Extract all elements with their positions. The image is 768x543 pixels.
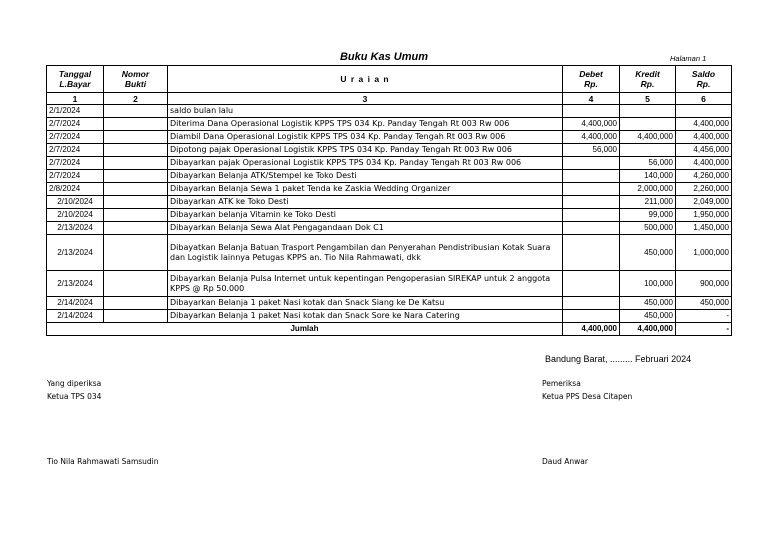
total-row xyxy=(47,323,732,336)
total-debet: 4,400,000 xyxy=(563,323,620,336)
table-row xyxy=(47,144,732,157)
row-date: 2/7/2024 xyxy=(47,131,104,144)
table-row xyxy=(47,131,732,144)
row-uraian: Dibayarkan ATK ke Toko Desti xyxy=(168,196,563,209)
row-saldo: 4,456,000 xyxy=(676,144,732,157)
row-nomor-bukti xyxy=(104,183,168,196)
row-date: 2/10/2024 xyxy=(47,196,104,209)
table-row xyxy=(47,183,732,196)
table-row xyxy=(47,310,732,323)
row-kredit xyxy=(620,105,676,118)
row-date: 2/1/2024 xyxy=(47,105,104,118)
row-saldo: 4,400,000 xyxy=(676,131,732,144)
signature-left-title: Ketua TPS 034 xyxy=(47,392,102,401)
row-kredit: 211,000 xyxy=(620,196,676,209)
header-saldo: Saldo Rp. xyxy=(676,66,732,93)
table-row xyxy=(47,157,732,170)
table-header xyxy=(47,66,732,105)
row-nomor-bukti xyxy=(104,297,168,310)
row-saldo: 4,400,000 xyxy=(676,157,732,170)
row-nomor-bukti xyxy=(104,131,168,144)
signature-right-role: Pemeriksa xyxy=(542,379,581,388)
table-row xyxy=(47,222,732,235)
row-date: 2/8/2024 xyxy=(47,183,104,196)
row-saldo: 1,000,000 xyxy=(676,235,732,271)
column-number: 5 xyxy=(620,93,676,105)
row-date: 2/14/2024 xyxy=(47,297,104,310)
row-uraian: saldo bulan lalu xyxy=(168,105,563,118)
row-uraian: Diambil Dana Operasional Logistik KPPS TPS 034 Kp. Panday Tengah Rt 003 Rw 006 xyxy=(168,131,563,144)
row-uraian: Diterima Dana Operasional Logistik KPPS TPS 034 Kp. Panday Tengah Rt 003 Rw 006 xyxy=(168,118,563,131)
row-saldo: - xyxy=(676,310,732,323)
row-nomor-bukti xyxy=(104,310,168,323)
row-kredit: 56,000 xyxy=(620,157,676,170)
row-date: 2/13/2024 xyxy=(47,271,104,297)
header-uraian: U r a i a n xyxy=(168,66,563,93)
row-kredit: 450,000 xyxy=(620,297,676,310)
signature-right-title: Ketua PPS Desa Citapen xyxy=(542,392,633,401)
row-nomor-bukti xyxy=(104,196,168,209)
document-title: Buku Kas Umum xyxy=(339,51,429,63)
row-saldo: 1,950,000 xyxy=(676,209,732,222)
signature-left-role: Yang diperiksa xyxy=(47,379,102,388)
column-number: 6 xyxy=(676,93,732,105)
table-row xyxy=(47,118,732,131)
row-nomor-bukti xyxy=(104,144,168,157)
row-debet xyxy=(563,157,620,170)
row-date: 2/10/2024 xyxy=(47,209,104,222)
row-debet xyxy=(563,105,620,118)
row-uraian: Dibayarkan Belanja Sewa Alat Pengagandaan Dok C1 xyxy=(168,222,563,235)
row-date: 2/14/2024 xyxy=(47,310,104,323)
row-kredit: 140,000 xyxy=(620,170,676,183)
row-kredit: 500,000 xyxy=(620,222,676,235)
row-date: 2/13/2024 xyxy=(47,222,104,235)
header-tanggal: Tanggal L.Bayar xyxy=(47,66,104,93)
row-date: 2/7/2024 xyxy=(47,157,104,170)
row-uraian: Dibayatkan Belanja Batuan Trasport Pengambilan dan Penyerahan Pendistribusian Kotak Suara dan Logistik lainnya Petugas KPPS an. Tio Nila Rahmawati, dkk xyxy=(168,235,563,271)
row-saldo: 2,049,000 xyxy=(676,196,732,209)
column-number: 2 xyxy=(104,93,168,105)
column-number: 4 xyxy=(563,93,620,105)
column-number: 1 xyxy=(47,93,104,105)
row-debet xyxy=(563,209,620,222)
cash-book-table xyxy=(46,65,732,336)
total-label: Jumlah xyxy=(47,323,563,336)
row-debet: 4,400,000 xyxy=(563,118,620,131)
signature-right-name: Daud Anwar xyxy=(542,457,588,466)
row-debet xyxy=(563,183,620,196)
row-saldo: 2,260,000 xyxy=(676,183,732,196)
row-debet xyxy=(563,170,620,183)
row-saldo xyxy=(676,105,732,118)
row-kredit xyxy=(620,144,676,157)
table-row xyxy=(47,196,732,209)
table-row xyxy=(47,170,732,183)
row-uraian: Dibayarkan belanja Vitamin ke Toko Desti xyxy=(168,209,563,222)
row-saldo: 4,400,000 xyxy=(676,118,732,131)
row-debet xyxy=(563,271,620,297)
row-kredit: 99,000 xyxy=(620,209,676,222)
table-row xyxy=(47,271,732,297)
row-uraian: Dibayarkan Belanja 1 paket Nasi kotak dan Snack Sore ke Nara Catering xyxy=(168,310,563,323)
row-saldo: 1,450,000 xyxy=(676,222,732,235)
row-uraian: Dibayarkan Belanja Sewa 1 paket Tenda ke Zaskia Wedding Organizer xyxy=(168,183,563,196)
row-date: 2/7/2024 xyxy=(47,118,104,131)
row-debet xyxy=(563,297,620,310)
header-nomor-bukti: Nomor Bukti xyxy=(104,66,168,93)
header-kredit: Kredit Rp. xyxy=(620,66,676,93)
row-saldo: 900,000 xyxy=(676,271,732,297)
table-row xyxy=(47,105,732,118)
row-kredit xyxy=(620,118,676,131)
row-debet xyxy=(563,196,620,209)
row-kredit: 450,000 xyxy=(620,235,676,271)
row-kredit: 100,000 xyxy=(620,271,676,297)
row-uraian: Dipotong pajak Operasional Logistik KPPS TPS 034 Kp. Panday Tengah Rt 003 Rw 006 xyxy=(168,144,563,157)
row-nomor-bukti xyxy=(104,271,168,297)
header-debet: Debet Rp. xyxy=(563,66,620,93)
row-uraian: Dibayarkan pajak Operasional Logistik KPPS TPS 034 Kp. Panday Tengah Rt 003 Rw 006 xyxy=(168,157,563,170)
row-date: 2/13/2024 xyxy=(47,235,104,271)
row-saldo: 4,260,000 xyxy=(676,170,732,183)
row-debet xyxy=(563,235,620,271)
row-nomor-bukti xyxy=(104,118,168,131)
total-saldo: - xyxy=(676,323,732,336)
row-nomor-bukti xyxy=(104,170,168,183)
table-body xyxy=(47,105,732,323)
page-number: Halaman 1 xyxy=(670,54,707,63)
table-row xyxy=(47,297,732,310)
row-nomor-bukti xyxy=(104,105,168,118)
row-nomor-bukti xyxy=(104,235,168,271)
signature-left-name: Tio Nila Rahmawati Samsudin xyxy=(47,457,159,466)
row-kredit: 2,000,000 xyxy=(620,183,676,196)
row-nomor-bukti xyxy=(104,157,168,170)
row-uraian: Dibayarkan Belanja ATK/Stempel ke Toko Desti xyxy=(168,170,563,183)
row-nomor-bukti xyxy=(104,222,168,235)
row-kredit: 4,400,000 xyxy=(620,131,676,144)
row-debet: 56,000 xyxy=(563,144,620,157)
row-uraian: Dibayarkan Belanja Pulsa Internet untuk kepentingan Pengoperasian SIREKAP untuk 2 anggota KPPS @ Rp 50.000 xyxy=(168,271,563,297)
row-debet xyxy=(563,310,620,323)
column-number: 3 xyxy=(168,93,563,105)
table-row xyxy=(47,235,732,271)
column-number-row xyxy=(47,93,732,105)
row-date: 2/7/2024 xyxy=(47,144,104,157)
row-debet xyxy=(563,222,620,235)
row-date: 2/7/2024 xyxy=(47,170,104,183)
row-nomor-bukti xyxy=(104,209,168,222)
place-date: Bandung Barat, ......... Februari 2024 xyxy=(545,354,692,364)
table-row xyxy=(47,209,732,222)
total-kredit: 4,400,000 xyxy=(620,323,676,336)
row-kredit: 450,000 xyxy=(620,310,676,323)
row-debet: 4,400,000 xyxy=(563,131,620,144)
row-uraian: Dibayarkan Belanja 1 paket Nasi kotak dan Snack Siang ke De Katsu xyxy=(168,297,563,310)
row-saldo: 450,000 xyxy=(676,297,732,310)
